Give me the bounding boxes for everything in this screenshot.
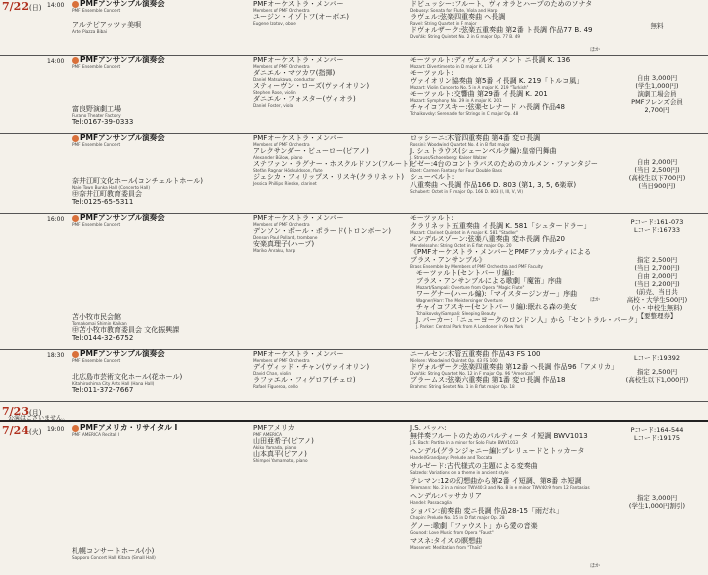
performer-name: スティーヴン・ローズ(ヴァイオリン) bbox=[253, 82, 370, 90]
program-item: チャイコフスキー:弦楽セレナード ハ長調 作品48 bbox=[410, 103, 565, 111]
day-text: (日) bbox=[28, 4, 42, 12]
program-item: ブラス・アンサンブルによる歌劇「魔笛」序曲 bbox=[416, 277, 562, 285]
event-subtitle: PMF Ensemble Concert bbox=[72, 142, 121, 147]
event-venue-block bbox=[72, 214, 250, 342]
performer-sub: David Chan, violin bbox=[253, 371, 292, 376]
performer-name: PMFアメリカ bbox=[253, 424, 295, 432]
performer-sub: Members of PMF Orchestra bbox=[253, 358, 310, 363]
program-block bbox=[410, 424, 605, 550]
performer-sub: Daniel Matsukawa, conductor bbox=[253, 77, 315, 82]
performer-sub: Jessica Phillips Rieske, clarinet bbox=[253, 181, 317, 186]
program-item-sub: Debussy: Sonata for Flute, Viola and Harp bbox=[410, 8, 498, 13]
program-item: チャイコフスキー(セントパーリ編):眠れる森の美女 bbox=[416, 303, 577, 311]
performer-sub: Members of PMF Orchestra bbox=[253, 8, 310, 13]
program-item: ドヴォルザーク:弦楽四重奏曲 第12番 へ長調 作品96「アメリカ」 bbox=[410, 363, 619, 371]
performer-name: 安楽真理子(ハープ) bbox=[253, 240, 315, 248]
performer-name: PMFオーケストラ・メンバー bbox=[253, 214, 344, 222]
program-block bbox=[410, 134, 605, 194]
program-item-sub: Bizet: Carmen Fantasy for Four Double Bass bbox=[410, 168, 503, 173]
venue-subtitle: Naie Town Bunka Hall (Concerto Hall) bbox=[72, 185, 150, 190]
program-block bbox=[410, 0, 605, 39]
venue-subtitle: Tomakomai Shimin Kaikan bbox=[72, 321, 127, 326]
venue-subtitle: Kitahiroshima City Arts Hall (Hana Hall) bbox=[72, 381, 155, 386]
program-item-sub: Salzedo: Variations on a theme in ancient style bbox=[410, 470, 509, 475]
program-item-sub: Schubert: Octet in F major Op. 166 D. 803 (I, III, V, VI) bbox=[410, 189, 524, 194]
price-line: 無料 bbox=[650, 22, 664, 30]
price-line: (当日 2,500円) bbox=[634, 166, 680, 174]
venue-subtitle: Sapporo Concert Hall Kitara (Small Hall) bbox=[72, 555, 156, 560]
event-subtitle: PMF Ensemble Concert bbox=[72, 8, 121, 13]
price-line: 演劇工場会員 bbox=[637, 90, 677, 98]
venue-phone: Tel:0167-39-0333 bbox=[72, 118, 134, 126]
price-line: (当日 2,200円) bbox=[634, 280, 680, 288]
program-item-sub: Massenet: Meditation from "Thaïs" bbox=[410, 545, 483, 550]
event-title: PMFアメリカ・リサイタル I bbox=[80, 423, 178, 432]
program-item: 八重奏曲 へ長調 作品166 D. 803 (第1, 3, 5, 6楽章) bbox=[410, 181, 577, 189]
date-text: 7/23 bbox=[2, 405, 29, 418]
venue-subtitle: Arte Piazza Bibai bbox=[72, 29, 108, 34]
program-block bbox=[410, 214, 642, 329]
price-line: PMFフレンズ会員 bbox=[631, 98, 683, 106]
price-line: (学生1,000円) bbox=[635, 82, 679, 90]
price-line: (小・中校生無料) bbox=[631, 304, 683, 312]
venue-phone: Tel:0125-65-5311 bbox=[72, 198, 134, 206]
program-item: ラヴェル:弦楽四重奏曲 ヘ長調 bbox=[410, 13, 506, 21]
venue-name: 札幌コンサートホール(小) bbox=[72, 547, 155, 555]
event-title: PMFアンサンブル演奏会 bbox=[80, 349, 165, 358]
price-block bbox=[606, 22, 708, 30]
price-line: (高校生以下700円) bbox=[628, 174, 686, 182]
price-block bbox=[606, 158, 708, 190]
event-subtitle: PMF Ensemble Concert bbox=[72, 64, 121, 69]
performer-name: 山田亜希子(ピアノ) bbox=[253, 437, 314, 445]
program-item: ショパン:前奏曲 変ニ長調 作品28-15「雨だれ」 bbox=[410, 507, 564, 515]
program-item-sub: Brahms: String Sextet No. 1 in B flat major Op. 18 bbox=[410, 384, 515, 389]
performer-name: アレクサンダー・ビューロー(ピアノ) bbox=[253, 147, 369, 155]
schedule-row-0724 bbox=[0, 422, 708, 575]
event-subtitle: PMF Ensemble Concert bbox=[72, 222, 121, 227]
performer-name: デイヴィッド・チャン(ヴァイオリン) bbox=[253, 363, 370, 371]
start-time: 19:00 bbox=[47, 426, 65, 433]
event-title: PMFアンサンブル演奏会 bbox=[80, 213, 165, 222]
event-title: PMFアンサンブル演奏会 bbox=[80, 55, 165, 64]
performer-sub: Akiko Yamada, piano bbox=[253, 445, 297, 450]
price-line: 自由 2,000円 bbox=[636, 158, 678, 166]
ticket-code: Pコード:164-544 bbox=[630, 426, 684, 434]
program-item-sub: Mozart: Clarinet Quintet in A major K. 581 "Stadler" bbox=[410, 230, 519, 235]
program-item: J. シュトラウス(シェーンベルク編):皇帝円舞曲 bbox=[410, 147, 557, 155]
etc-label: ほか bbox=[590, 297, 601, 303]
performer-sub: Alexander Bülow, piano bbox=[253, 155, 303, 160]
program-item: ドヴォルザーク:弦楽五重奏曲 第2番 ト長調 作品77 B. 49 bbox=[410, 26, 593, 34]
performer-name: ユージン・イゾトフ(オーボエ) bbox=[253, 13, 349, 21]
program-item: モーツァルト:ディヴェルティメント ニ長調 K. 136 bbox=[410, 56, 571, 64]
event-title: PMFアンサンブル演奏会 bbox=[80, 0, 165, 8]
date-label bbox=[0, 0, 46, 13]
performers-block bbox=[253, 56, 405, 108]
program-item: ヘンデル:パッサカリア bbox=[410, 492, 482, 500]
venue-name: 苫小牧市民会館 bbox=[72, 313, 121, 321]
ticket-code: Lコード:19392 bbox=[634, 354, 680, 362]
pmf-marker-icon bbox=[72, 351, 79, 358]
price-line: 【要整理券】 bbox=[637, 312, 677, 320]
venue-organizer: ㊥奈井江町教育委員会 bbox=[72, 190, 142, 198]
performer-sub: Daniel Foster, viola bbox=[253, 103, 294, 108]
program-block bbox=[410, 350, 619, 389]
performer-sub: Members of PMF Orchestra bbox=[253, 142, 310, 147]
performer-name: ダニエル・マツカワ(指揮) bbox=[253, 69, 336, 77]
event-venue-block bbox=[72, 350, 250, 394]
program-item-sub: Mozart: Violin Concerto No. 5 in A major K. 219 "Turkish" bbox=[410, 85, 529, 90]
performer-sub: Mariko Anraku, harp bbox=[253, 248, 296, 253]
program-item-sub: Ravel: String Quartet in F major bbox=[410, 21, 477, 26]
program-item-sub: J. Strauss/Schoenberg: Kaiser Walzer bbox=[410, 155, 487, 160]
program-item-sub: Tchaikovsky/Sampali: Sleeping Beauty bbox=[416, 311, 497, 316]
program-item: クラリネット五重奏曲 イ長調 K. 581「シュタードラー」 bbox=[410, 222, 591, 230]
price-block bbox=[606, 354, 708, 384]
program-item: ヴァイオリン協奏曲 第5番 イ長調 K. 219「トルコ風」 bbox=[410, 77, 584, 85]
program-item: 無伴奏フルートのためのパルティータ イ短調 BWV1013 bbox=[410, 432, 588, 440]
performer-name: PMFオーケストラ・メンバー bbox=[253, 134, 344, 142]
program-item: J.S. バッハ: bbox=[410, 424, 447, 432]
price-line: (学生1,000円割引) bbox=[628, 502, 686, 510]
venue-phone: Tel:011-372-7667 bbox=[72, 386, 134, 394]
program-item-sub: Wagner/Harr: The Meistersinger Overture bbox=[416, 298, 503, 303]
event-title: PMFアンサンブル演奏会 bbox=[80, 133, 165, 142]
ticket-code: Lコード:19175 bbox=[634, 434, 680, 442]
etc-label: ほか bbox=[590, 47, 601, 53]
program-item: ドビュッシー:フルート、ヴィオラとハープのためのソナタ bbox=[410, 0, 593, 8]
event-venue-block bbox=[72, 56, 250, 126]
program-item: モーツァルト(セントパーリ編): bbox=[416, 269, 515, 277]
performer-sub: Members of PMF Orchestra bbox=[253, 222, 310, 227]
program-item: ニールセン:木管五重奏曲 作品43 FS 100 bbox=[410, 350, 541, 358]
performer-sub: Eugene Izotov, oboe bbox=[253, 21, 296, 26]
performers-block bbox=[253, 134, 412, 186]
performer-name: ダニエル・フォスター(ヴィオラ) bbox=[253, 95, 356, 103]
program-item-sub: Nielsen: Woodwind Quintet Op. 43 FS 100 bbox=[410, 358, 498, 363]
performers-block bbox=[253, 0, 405, 26]
program-item: メンデルスゾーン:弦楽八重奏曲 変ホ長調 作品20 bbox=[410, 235, 566, 243]
performer-name: ジェシカ・フィリップス・リスキ(クラリネット) bbox=[253, 173, 404, 181]
performer-sub: Shimpei Yamamoto, piano bbox=[253, 458, 308, 463]
program-item: 《PMFオーケストラ・メンバーとPMFファカルティによる bbox=[410, 248, 592, 256]
program-item-sub: Mendelssohn: String Octet in E flat major Op. 20 bbox=[410, 243, 512, 248]
pmf-marker-icon bbox=[72, 425, 79, 432]
performer-name: デンソン・ポール・ポラード(トロンボーン) bbox=[253, 227, 392, 235]
pmf-marker-icon bbox=[72, 1, 79, 8]
program-item: ブラス・アンサンブル》 bbox=[410, 256, 486, 264]
program-item-sub: Mozart/Sampali: Overture from Opera "Magic Flute" bbox=[416, 285, 525, 290]
program-item: モーツァルト:交響曲 第29番 イ長調 K. 201 bbox=[410, 90, 548, 98]
price-line: 自由 2,000円 bbox=[636, 272, 678, 280]
performer-name: ステファン・ラグナー・ホスクルドソン(フルート) bbox=[253, 160, 412, 168]
schedule-row-tomakomai bbox=[0, 214, 708, 350]
program-item: ブラームス:弦楽六重奏曲 第1番 変ロ長調 作品18 bbox=[410, 376, 566, 384]
event-venue-block bbox=[72, 134, 250, 206]
performer-sub: Members of PMF Orchestra bbox=[253, 64, 310, 69]
start-time: 18:30 bbox=[47, 352, 65, 359]
venue-name: 奈井江町文化ホール(コンチェルトホール) bbox=[72, 177, 203, 185]
price-line: 高校・大学生500円) bbox=[626, 296, 688, 304]
performer-name: 山本真平(ピアノ) bbox=[253, 450, 307, 458]
price-line: 指定 2,500円 bbox=[636, 368, 678, 376]
program-item: テレマン:12の幻想曲から第2番 イ短調、第8番 ホ短調 bbox=[410, 477, 582, 485]
price-block bbox=[606, 218, 708, 320]
date-label bbox=[0, 424, 46, 437]
venue-name: 北広島市芸術文化ホール(花ホール) bbox=[72, 373, 183, 381]
date-text: 7/22 bbox=[2, 0, 29, 13]
performer-name: ラファエル・フィゲロア(チェロ) bbox=[253, 376, 356, 384]
pmf-marker-icon bbox=[72, 215, 79, 222]
venue-organizer: ㊥苫小牧市教育委員会 文化振興課 bbox=[72, 326, 180, 334]
schedule-row-furano bbox=[0, 56, 708, 134]
etc-label: ほか bbox=[590, 563, 601, 569]
price-line: (当日 2,700円) bbox=[634, 264, 680, 272]
program-item-sub: Handel: Passacaglia bbox=[410, 500, 452, 505]
performers-block bbox=[253, 424, 405, 463]
program-item-sub: Dvořák: String Quintet No. 2 in G major Op. 77 B. 49 bbox=[410, 34, 521, 39]
program-item: マスネ:タイスの瞑想曲 bbox=[410, 537, 483, 545]
program-item-sub: Gounod: Love Music from Opera "Faust" bbox=[410, 530, 494, 535]
program-item: J. パーカー:「ニューヨークのロンドン人」から「セントラル・パーク」 bbox=[416, 316, 642, 324]
date-text: 7/24 bbox=[2, 424, 29, 437]
venue-name: 富良野演劇工場 bbox=[72, 105, 121, 113]
price-line: 指定 3,000円 bbox=[636, 494, 678, 502]
price-line: (当日900円) bbox=[638, 182, 676, 190]
pmf-marker-icon bbox=[72, 57, 79, 64]
performer-sub: Rafael Figueroa, cello bbox=[253, 384, 298, 389]
ticket-code: Pコード:161-073 bbox=[630, 218, 684, 226]
program-item: ワーグナー(ハール編):「マイスタージンガー」序曲 bbox=[416, 290, 578, 298]
program-item: モーツァルト: bbox=[410, 214, 454, 222]
schedule-row-naie bbox=[0, 134, 708, 214]
program-item: ビゼー:4台のコントラバスのためのカルメン・ファンタジー bbox=[410, 160, 598, 168]
program-item: グノー:歌劇「ファウスト」から愛の音楽 bbox=[410, 522, 538, 530]
program-item-sub: Rossini: Woodwind Quartet No. 4 in B flat major bbox=[410, 142, 510, 147]
program-item-sub: Telemann: No. 2 in a minor TWV40:3 and No. 8 in e minor TWV40:9 from 12 Fantasias bbox=[410, 485, 590, 490]
program-item-sub: Chopin: Prelude No. 15 in D flat major Op. 28 bbox=[410, 515, 505, 520]
performer-name: PMFオーケストラ・メンバー bbox=[253, 350, 344, 358]
venue-phone: Tel:0144-32-6752 bbox=[72, 334, 134, 342]
no-performance-note: 公演はございません。 bbox=[8, 415, 69, 422]
performers-block bbox=[253, 214, 405, 253]
start-time: 16:00 bbox=[47, 216, 65, 223]
performer-sub: Stephen Rose, violin bbox=[253, 90, 296, 95]
program-item: シューベルト: bbox=[410, 173, 455, 181]
event-venue-block bbox=[72, 0, 250, 34]
program-item: ロッシーニ:木管四重奏曲 第4番 変ロ長調 bbox=[410, 134, 541, 142]
venue-name: アルテピアッツァ美唄 bbox=[72, 21, 142, 29]
price-line: 指定 2,500円 bbox=[636, 256, 678, 264]
program-item-sub: Mozart: Symphony No. 29 in A major K. 201 bbox=[410, 98, 502, 103]
price-line: 自由 3,000円 bbox=[636, 74, 678, 82]
program-item-sub: Mozart: Divertimento in D major K. 136 bbox=[410, 64, 493, 69]
performer-name: PMFオーケストラ・メンバー bbox=[253, 56, 344, 64]
start-time: 14:00 bbox=[47, 2, 65, 9]
program-item-sub: Brass Ensemble by Members of PMF Orchestra and PMF Faculty bbox=[410, 264, 543, 269]
program-item: ヘンデル(グランジャニー編):プレリュードとトッカータ bbox=[410, 447, 585, 455]
performer-sub: PMF AMERICA bbox=[253, 432, 282, 437]
price-line: 2,700円 bbox=[644, 106, 670, 114]
performers-block bbox=[253, 350, 405, 389]
price-block bbox=[606, 74, 708, 114]
day-text: (月) bbox=[28, 409, 42, 417]
program-item: モーツァルト: bbox=[410, 69, 454, 77]
program-item-sub: Dvořák: String Quartet No. 12 in F major Op. 96 "American" bbox=[410, 371, 536, 376]
schedule-row-bibai bbox=[0, 0, 708, 56]
performer-sub: Denson Paul Pollard, trombone bbox=[253, 235, 318, 240]
event-venue-block bbox=[72, 424, 250, 560]
program-item-sub: J.S. Bach: Partita in a minor for Solo Flute BWV1013 bbox=[410, 440, 519, 445]
program-item: サルゼード:古代様式の主題による変奏曲 bbox=[410, 462, 538, 470]
start-time: 14:00 bbox=[47, 58, 65, 65]
program-item-sub: Handel/Grandjany: Prelude and Toccata bbox=[410, 455, 493, 460]
program-item-sub: J. Parker: Central Park from A Londoner in New York bbox=[416, 324, 524, 329]
performer-name: PMFオーケストラ・メンバー bbox=[253, 0, 344, 8]
performer-sub: Stefán Ragnar Höskuldsson, flute bbox=[253, 168, 323, 173]
ticket-code: Lコード:16733 bbox=[634, 226, 680, 234]
event-subtitle: PMF Ensemble Concert bbox=[72, 358, 121, 363]
price-line: (前売、当日共 bbox=[636, 288, 678, 296]
day-text: (火) bbox=[28, 428, 42, 436]
price-block bbox=[606, 426, 708, 510]
pmf-marker-icon bbox=[72, 135, 79, 142]
schedule-row-kitahiroshima bbox=[0, 350, 708, 402]
schedule-row-0723 bbox=[0, 402, 708, 422]
program-block bbox=[410, 56, 605, 116]
venue-subtitle: Furano Theater Factory bbox=[72, 113, 121, 118]
price-line: (高校生以下1,000円) bbox=[625, 376, 689, 384]
program-item-sub: Tchaikovsky: Serenade for Strings in C major Op. 48 bbox=[410, 111, 519, 116]
event-subtitle: PMF AMERICA Recital I bbox=[72, 432, 119, 437]
